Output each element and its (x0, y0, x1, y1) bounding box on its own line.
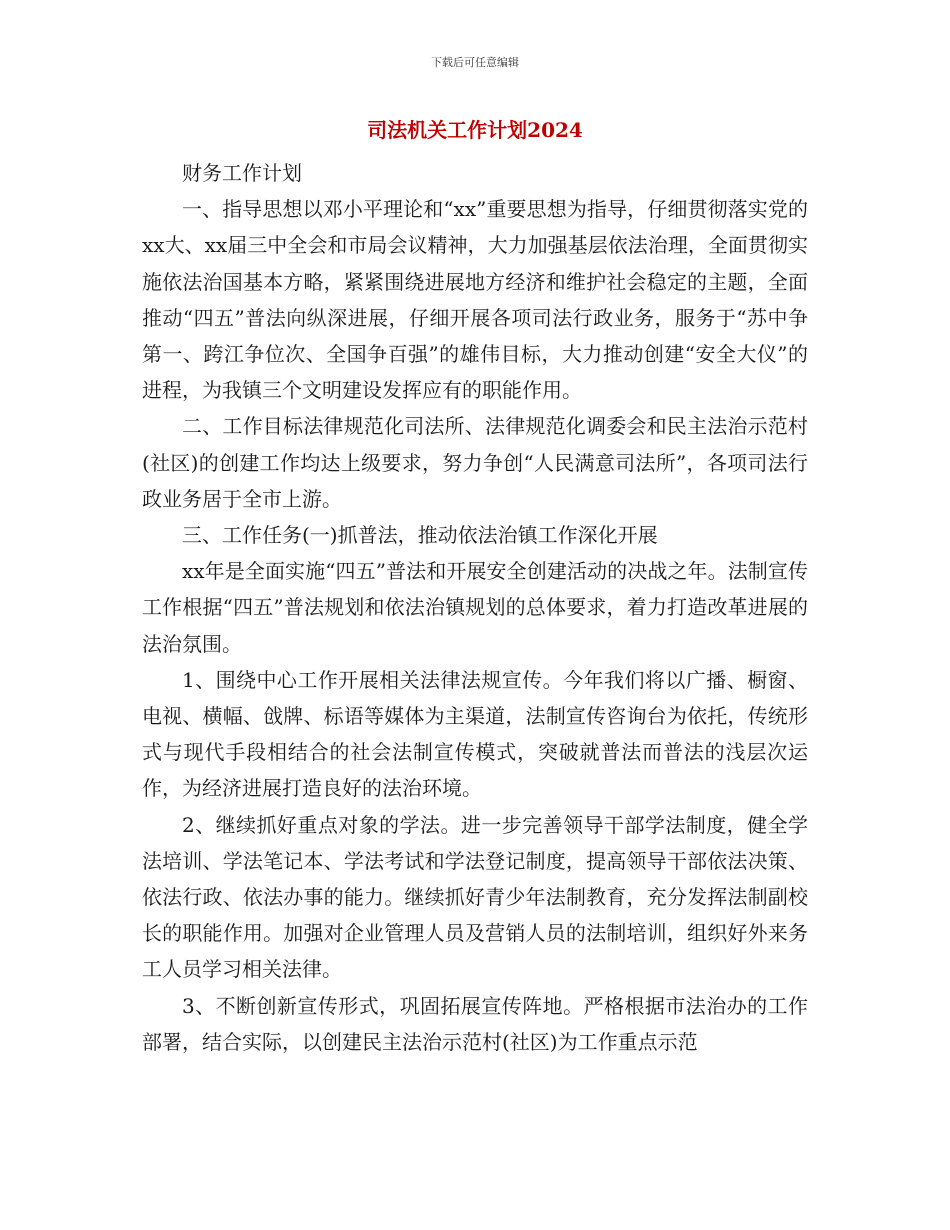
paragraph-guiding-thought: 一、指导思想以邓小平理论和“xx”重要思想为指导，仔细贯彻落实党的xx大、xx届三中全会和市局会议精神，大力加强基层依法治理，全面贯彻实施依法治国基本方略，紧紧围绕进展地方经济和维护社会稳定的主题，全面推动“四五”普法向纵深进展，仔细开展各项司法行政业务，服务于“苏中争第一、跨江争位次、全国争百强”的雄伟目标，大力推动创建“安全大仪”的进程，为我镇三个文明建设发挥应有的职能作用。 (142, 197, 808, 403)
header-note: 下载后可任意编辑 (431, 56, 519, 69)
paragraph-work-tasks: 三、工作任务(一)抓普法，推动依法治镇工作深化开展 (182, 523, 658, 548)
paragraph-work-goals: 二、工作目标法律规范化司法所、法律规范化调委会和民主法治示范村(社区)的创建工作均达上级要求，努力争创“人民满意司法所”，各项司法行政业务居于全市上游。 (142, 414, 808, 511)
paragraph-item-1: 1、围绕中心工作开展相关法律法规宣传。今年我们将以广播、橱窗、电视、横幅、戗牌、标语等媒体为主渠道，法制宣传咨询台为依托，传统形式与现代手段相结合的社会法制宣传模式，突破就普法而普法的浅层次运作，为经济进展打造良好的法治环境。 (142, 667, 808, 801)
paragraph-year-overview: xx年是全面实施“四五”普法和开展安全创建活动的决战之年。法制宣传工作根据“四五”普法规划和依法治镇规划的总体要求，着力打造改革进展的法治氛围。 (142, 559, 808, 656)
document-body (142, 155, 808, 1060)
paragraph-section-heading: 财务工作计划 (182, 161, 302, 185)
document-title: 司法机关工作计划2024 (367, 118, 583, 142)
paragraph-item-2: 2、继续抓好重点对象的学法。进一步完善领导干部学法制度，健全学法培训、学法笔记本、学法考试和学法登记制度，提高领导干部依法决策、依法行政、依法办事的能力。继续抓好青少年法制教育，充分发挥法制副校长的职能作用。加强对企业管理人员及营销人员的法制培训，组织好外来务工人员学习相关法律。 (142, 812, 808, 982)
paragraph-item-3: 3、不断创新宣传形式，巩固拓展宣传阵地。严格根据市法治办的工作部署，结合实际，以创建民主法治示范村(社区)为工作重点示范 (142, 993, 808, 1054)
